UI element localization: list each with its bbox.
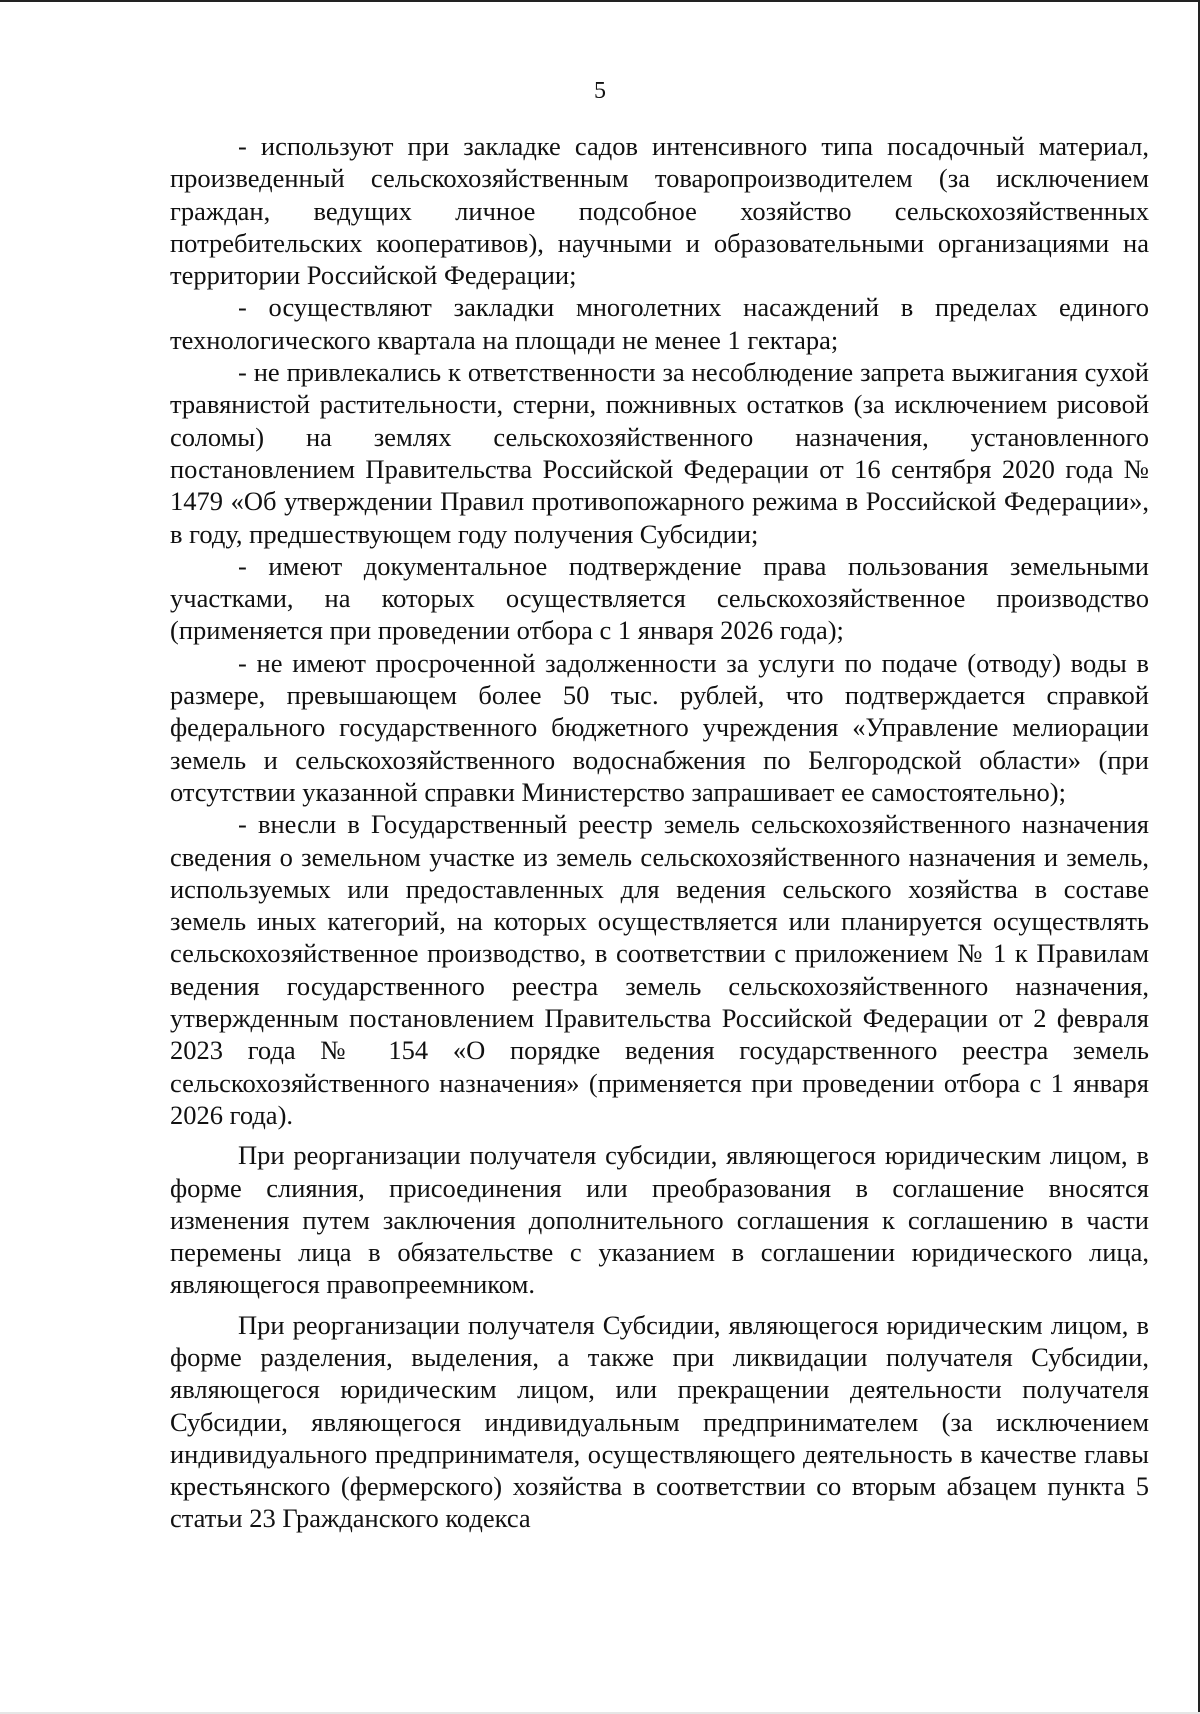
paragraph-land-rights: - имеют документальное подтверждение права пользования земельными участками, на которых осуществляется сельскохозяйственное производство (применяется при проведении отбора с 1 января 2026 года); [170, 550, 1149, 646]
document-body [170, 130, 1149, 1535]
paragraph-perennial-plantings: - осуществляют закладки многолетних насаждений в пределах единого технологического квартала на площади не менее 1 гектара; [170, 292, 1149, 355]
page-number: 5 [594, 78, 606, 104]
paragraph-planting-material: - используют при закладке садов интенсивного типа посадочный материал, произведенный сельскохозяйственным товаропроизводителем (за исключением граждан, ведущих личное подсобное хозяйство сельскохозяйственных потребительских кооперативов), научными и образовательными организациями на территории Российской Федерации; [170, 131, 1149, 291]
paragraph-land-registry: - внесли в Государственный реестр земель сельскохозяйственного назначения сведения о земельном участке из земель сельскохозяйственного назначения и земель, используемых или предоставленных для ведения сельского хозяйства в составе земель иных категорий, на которых осуществляется или планируется осуществлять сельскохозяйственное производство, в соответствии с приложением № 1 к Правилам ведения государственного реестра земель сельскохозяйственного назначения, утвержденным постановлением Правительства Российской Федерации от 2 февраля 2023 года № 154 «О порядке ведения государственного реестра земель сельскохозяйственного назначения» (применяется при проведении отбора с 1 января 2026 года). [170, 809, 1149, 1130]
paragraph-water-debt: - не имеют просроченной задолженности за услуги по подаче (отводу) воды в размере, превышающем более 50 тыс. рублей, что подтверждается справкой федерального государственного бюджетного учреждения «Управление мелиорации земель и сельскохозяйственного водоснабжения по Белгородской области» (при отсутствии указанной справки Министерство запрашивает ее самостоятельно); [170, 647, 1149, 807]
paragraph-reorganization-division: При реорганизации получателя Субсидии, являющегося юридическим лицом, в форме разделения, выделения, а также при ликвидации получателя Субсидии, являющегося юридическим лицом, или прекращении деятельности получателя Субсидии, являющегося индивидуальным предпринимателем (за исключением индивидуального предпринимателя, осуществляющего деятельность в качестве главы крестьянского (фермерского) хозяйства в соответствии со вторым абзацем пункта 5 статьи 23 Гражданского кодекса [170, 1309, 1149, 1534]
paragraph-reorganization-merger: При реорганизации получателя субсидии, являющегося юридическим лицом, в форме слияния, присоединения или преобразования в соглашение вносятся изменения путем заключения дополнительного соглашения к соглашению в части перемены лица в обязательстве с указанием в соглашении юридического лица, являющегося правопреемником. [170, 1140, 1149, 1300]
paragraph-burning-ban: - не привлекались к ответственности за несоблюдение запрета выжигания сухой травянистой растительности, стерни, пожнивных остатков (за исключением рисовой соломы) на землях сельскохозяйственного назначения, установленного постановлением Правительства Российской Федерации от 16 сентября 2020 года № 1479 «Об утверждении Правил противопожарного режима в Российской Федерации», в году, предшествующем году получения Субсидии; [170, 357, 1149, 549]
